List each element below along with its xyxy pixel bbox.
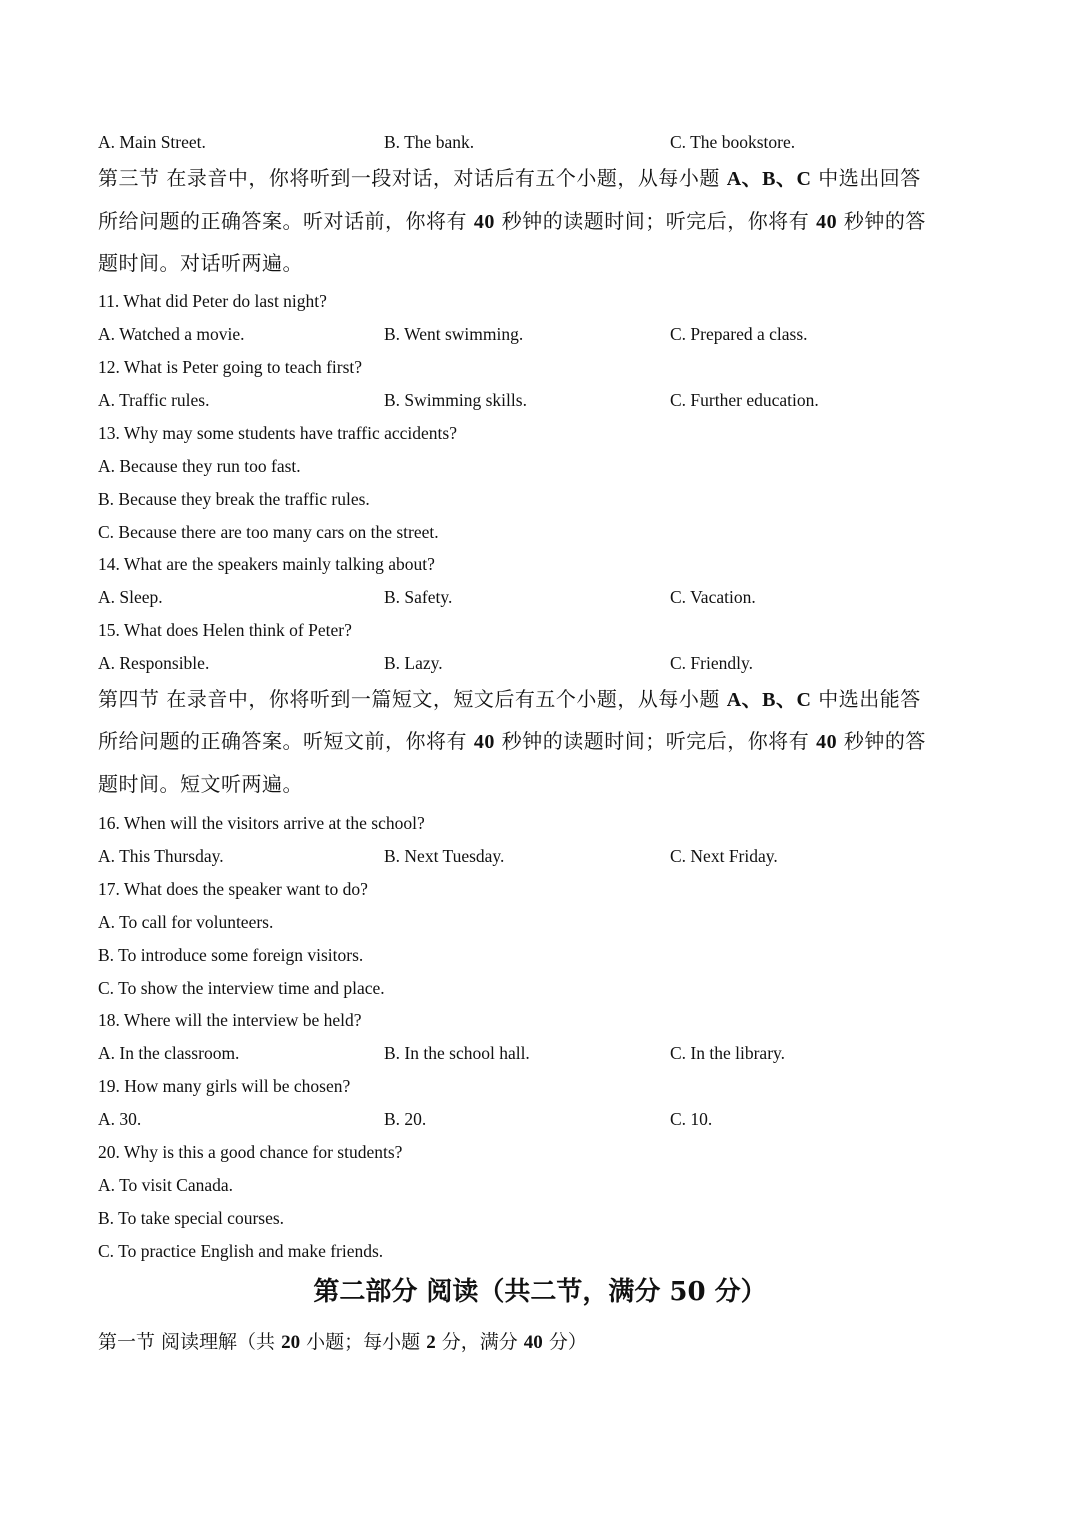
option-c: C. Next Friday. <box>670 846 778 866</box>
option-c: C. Prepared a class. <box>670 324 808 344</box>
option-b: B. Next Tuesday. <box>384 846 505 866</box>
q17-option-a: A. To call for volunteers. <box>98 912 274 932</box>
option-b: B. In the school hall. <box>384 1043 530 1063</box>
option-b: B. Safety. <box>384 587 453 607</box>
question-14: 14. What are the speakers mainly talking about? <box>98 554 435 574</box>
question-11: 11. What did Peter do last night? <box>98 291 327 311</box>
section4-instructions-line3: 题时间。短文听两遍。 <box>98 772 303 796</box>
option-c: C. Further education. <box>670 390 819 410</box>
question-15: 15. What does Helen think of Peter? <box>98 620 352 640</box>
option-c: C. 10. <box>670 1109 713 1129</box>
section3-instructions-line1: 第三节 在录音中，你将听到一段对话，对话后有五个小题，从每小题 A、B、C 中选出回答 <box>98 166 921 190</box>
option-b: B. Lazy. <box>384 653 443 673</box>
q13-option-c: C. Because there are too many cars on the street. <box>98 522 439 542</box>
question-13: 13. Why may some students have traffic accidents? <box>98 423 457 443</box>
question-18: 18. Where will the interview be held? <box>98 1010 362 1030</box>
section4-instructions-line2: 所给问题的正确答案。听短文前，你将有 40 秒钟的读题时间；听完后，你将有 40 秒钟的答 <box>98 729 926 753</box>
section3-instructions-line2: 所给问题的正确答案。听对话前，你将有 40 秒钟的读题时间；听完后，你将有 40 秒钟的答 <box>98 209 926 233</box>
option-a: A. Main Street. <box>98 132 206 152</box>
question-20: 20. Why is this a good chance for students? <box>98 1142 403 1162</box>
option-a: A. 30. <box>98 1109 142 1129</box>
part2-heading: 第二部分 阅读（共二节，满分 50 分） <box>313 1277 767 1307</box>
option-a: A. Responsible. <box>98 653 210 673</box>
option-a: A. Traffic rules. <box>98 390 210 410</box>
q13-option-a: A. Because they run too fast. <box>98 456 301 476</box>
q20-option-a: A. To visit Canada. <box>98 1175 234 1195</box>
q20-option-b: B. To take special courses. <box>98 1208 285 1228</box>
option-b: B. Swimming skills. <box>384 390 527 410</box>
q17-option-c: C. To show the interview time and place. <box>98 978 385 998</box>
section4-instructions-line1: 第四节 在录音中，你将听到一篇短文，短文后有五个小题，从每小题 A、B、C 中选出能答 <box>98 687 921 711</box>
question-17: 17. What does the speaker want to do? <box>98 879 368 899</box>
option-a: A. In the classroom. <box>98 1043 240 1063</box>
option-a: A. Sleep. <box>98 587 163 607</box>
q20-option-c: C. To practice English and make friends. <box>98 1241 384 1261</box>
option-c: C. Vacation. <box>670 587 756 607</box>
option-b: B. The bank. <box>384 132 475 152</box>
question-12: 12. What is Peter going to teach first? <box>98 357 363 377</box>
question-16: 16. When will the visitors arrive at the school? <box>98 813 425 833</box>
question-19: 19. How many girls will be chosen? <box>98 1076 351 1096</box>
q13-option-b: B. Because they break the traffic rules. <box>98 489 370 509</box>
option-a: A. Watched a movie. <box>98 324 245 344</box>
reading-section-subheading: 第一节 阅读理解（共 20 小题；每小题 2 分，满分 40 分） <box>98 1331 587 1353</box>
option-b: B. Went swimming. <box>384 324 524 344</box>
q17-option-b: B. To introduce some foreign visitors. <box>98 945 364 965</box>
section3-instructions-line3: 题时间。对话听两遍。 <box>98 251 303 275</box>
option-c: C. The bookstore. <box>670 132 796 152</box>
option-a: A. This Thursday. <box>98 846 224 866</box>
option-c: C. In the library. <box>670 1043 786 1063</box>
option-b: B. 20. <box>384 1109 427 1129</box>
option-c: C. Friendly. <box>670 653 753 673</box>
